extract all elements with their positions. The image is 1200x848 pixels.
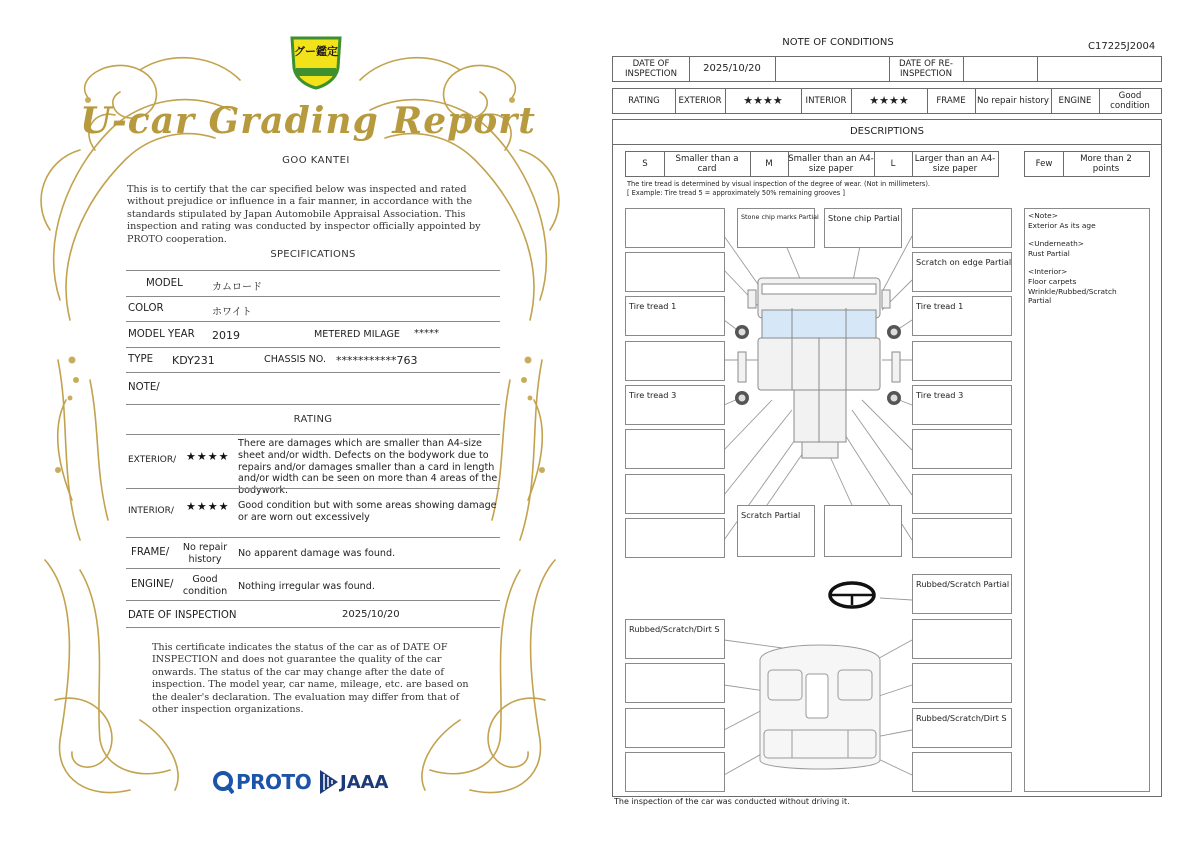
scratch-rear-label: Scratch Partial — [741, 510, 801, 520]
notes-column — [1024, 208, 1150, 792]
tire-front-right-label: Tire tread 1 — [916, 301, 964, 311]
divider — [126, 600, 500, 601]
tire-tread-example: [ Example: Tire tread 5 = approximately 50% remaining grooves ] — [627, 189, 845, 197]
divider — [126, 537, 500, 538]
stone-chip-marks-label: Stone chip marks Partial — [741, 213, 819, 221]
legend-m-text: Smaller than an A4-size paper — [788, 154, 874, 174]
color-label: COLOR — [128, 303, 164, 314]
note-exterior: Exterior As its age — [1028, 220, 1096, 230]
condition-box — [625, 341, 725, 381]
interior-label: INTERIOR/ — [128, 506, 174, 516]
condition-box — [737, 208, 819, 248]
condition-box — [912, 252, 1012, 292]
condition-box — [912, 752, 1012, 792]
divider — [126, 404, 500, 405]
condition-box — [912, 663, 1012, 703]
condition-box — [912, 385, 1012, 425]
divider — [126, 488, 500, 489]
rating-label: RATING — [628, 96, 660, 106]
condition-box — [824, 505, 902, 557]
steering-wheel-icon — [830, 583, 874, 607]
condition-box — [912, 708, 1012, 748]
underneath-heading: <Underneath> — [1028, 239, 1084, 249]
condition-box — [625, 252, 725, 292]
divider — [126, 296, 500, 297]
condition-box — [625, 385, 725, 425]
type-value: KDY231 — [172, 354, 215, 367]
model-value: カムロード — [212, 282, 262, 293]
date-of-inspection-value: 2025/10/20 — [342, 609, 400, 620]
condition-box — [912, 574, 1012, 614]
color-value: ホワイト — [212, 307, 252, 318]
legend-s: S — [642, 159, 648, 169]
note-interior-condition: Wrinkle/Rubbed/Scratch — [1028, 286, 1117, 296]
jaaa-logo-icon — [318, 768, 340, 796]
divider — [126, 347, 500, 348]
date-of-inspection-value: 2025/10/20 — [703, 63, 761, 74]
cell-divider — [963, 57, 964, 81]
chassis-value: ***********763 — [336, 354, 418, 367]
interior-stars: ★★★★ — [869, 94, 909, 107]
proto-logo: PROTO — [236, 770, 312, 794]
chassis-label: CHASSIS NO. — [264, 354, 327, 365]
metered-mileage-value: ***** — [414, 328, 439, 339]
descriptions-heading: DESCRIPTIONS — [849, 126, 925, 137]
note-underneath: Rust Partial — [1028, 248, 1070, 258]
condition-box — [625, 429, 725, 469]
condition-box — [625, 708, 725, 748]
model-year-label: MODEL YEAR — [128, 329, 195, 340]
divider — [126, 270, 500, 271]
size-legend — [625, 151, 999, 177]
condition-box — [912, 296, 1012, 336]
interior-description: Good condition but with some areas showing damage or are worn out excessively — [238, 500, 497, 523]
engine-value: Good condition — [1110, 91, 1150, 111]
divider — [126, 321, 500, 322]
frame-value: No repair history — [977, 96, 1049, 106]
exterior-stars: ★★★★ — [743, 94, 783, 107]
rating-row — [612, 88, 1162, 114]
condition-box — [912, 518, 1012, 558]
rating-heading: RATING — [293, 414, 333, 425]
condition-box — [912, 619, 1012, 659]
document-code: C17225J2004 — [1088, 41, 1156, 52]
interior-heading: <Interior> — [1028, 267, 1068, 277]
cell-divider — [775, 57, 776, 81]
tire-rear-left-label: Tire tread 3 — [629, 390, 677, 400]
legend-l-text: Larger than an A4-size paper — [914, 154, 996, 174]
scratch-edge-label: Scratch on edge Partial — [916, 257, 1012, 267]
emblem-text: グー鑑定 — [294, 45, 338, 58]
exterior-label: EXTERIOR — [678, 96, 722, 106]
stone-chip-label: Stone chip Partial — [828, 213, 900, 223]
legend-few: Few — [1035, 159, 1053, 169]
dash-condition-label: Rubbed/Scratch/Dirt S — [629, 624, 720, 634]
date-of-inspection-label: DATE OF INSPECTION — [128, 610, 237, 621]
divider — [126, 568, 500, 569]
engine-description: Nothing irregular was found. — [238, 581, 375, 592]
notes-text — [1028, 211, 1117, 306]
engine-label: ENGINE — [1058, 96, 1092, 106]
divider — [126, 372, 500, 373]
shield-icon — [288, 32, 344, 90]
interior-label: INTERIOR — [805, 96, 847, 106]
few-legend — [1024, 151, 1150, 177]
report-title: U-car Grading Report — [80, 100, 536, 142]
type-label: TYPE — [128, 354, 154, 365]
model-label: MODEL — [146, 278, 183, 289]
goo-kantei-emblem — [288, 32, 344, 90]
proto-logo-icon — [212, 770, 234, 794]
legend-m: M — [765, 159, 773, 169]
condition-box — [625, 752, 725, 792]
condition-box — [625, 518, 725, 558]
condition-box — [625, 208, 725, 248]
specifications-heading: SPECIFICATIONS — [270, 249, 356, 260]
note-title: NOTE OF CONDITIONS — [782, 37, 894, 48]
note-interior-item: Floor carpets — [1028, 276, 1077, 286]
condition-box — [912, 341, 1012, 381]
metered-mileage-label: METERED MILAGE — [314, 329, 400, 340]
report-subtitle: GOO KANTEI — [282, 155, 350, 166]
exterior-label: EXTERIOR/ — [128, 455, 177, 465]
date-of-inspection-label: DATE OF INSPECTION — [624, 59, 677, 79]
condition-box — [625, 474, 725, 514]
interior-stars: ★★★★ — [186, 500, 230, 513]
divider — [126, 434, 500, 435]
condition-box — [912, 208, 1012, 248]
note-heading: <Note> — [1028, 211, 1058, 220]
descriptions-header — [612, 119, 1162, 145]
legend-s-text: Smaller than a card — [675, 154, 739, 174]
condition-box — [625, 296, 725, 336]
frame-description: No apparent damage was found. — [238, 548, 396, 559]
divider — [126, 627, 500, 628]
tire-rear-right-label: Tire tread 3 — [916, 390, 964, 400]
frame-label: FRAME — [936, 96, 966, 106]
exterior-stars: ★★★★ — [186, 450, 230, 463]
note-label: NOTE/ — [128, 382, 160, 393]
seat-condition-label: Rubbed/Scratch/Dirt S — [916, 713, 1007, 723]
model-year-value: 2019 — [212, 329, 240, 342]
cell-divider — [1037, 57, 1038, 81]
closing-statement: This certificate indicates the status of the car as of DATE OF INSPECTION and does not guarantee the quality of the car onwards. The status of the car may change after the date of inspection. The model year, car name, mileage, etc. are based on the dealer's declaration. The evaluation may differ from that of other inspection organizations. — [152, 642, 469, 716]
inspection-footnote: The inspection of the car was conducted without driving it. — [614, 797, 850, 806]
engine-label: ENGINE/ — [131, 579, 174, 590]
frame-value: No repair history — [182, 542, 228, 565]
condition-box — [625, 663, 725, 703]
condition-box — [912, 474, 1012, 514]
tire-front-left-label: Tire tread 1 — [629, 301, 677, 311]
engine-value: Good condition — [182, 574, 228, 597]
condition-box — [912, 429, 1012, 469]
legend-l: L — [890, 159, 896, 169]
date-of-reinspection-label: DATE OF RE-INSPECTION — [898, 59, 954, 79]
condition-box — [824, 208, 902, 248]
jaaa-logo: JAAA — [340, 772, 389, 793]
condition-box — [625, 619, 725, 659]
frame-label: FRAME/ — [131, 547, 170, 558]
inspection-dates-row — [612, 56, 1162, 82]
condition-box — [737, 505, 815, 557]
note-interior-extent: Partial — [1028, 296, 1052, 306]
legend-few-text: More than 2 points — [1080, 154, 1132, 174]
exterior-description: There are damages which are smaller than A4-size sheet and/or width. Defects on the bodywork due to repairs and/or damages smaller than a card in length and/or width can be seen on more than 4 areas of the bodywork. — [238, 438, 498, 497]
tire-tread-note: The tire tread is determined by visual inspection of the degree of wear. (Not in millimeters). — [627, 180, 931, 188]
steering-condition-label: Rubbed/Scratch Partial — [916, 579, 1010, 589]
certification-text: This is to certify that the car specified below was inspected and rated without prejudice or influence in a fair manner, in accordance with the standards stipulated by Japan Automobile Appraisal Association. This inspection and rating was conducted by inspector officially appointed by PROTO cooperation. — [127, 184, 481, 245]
